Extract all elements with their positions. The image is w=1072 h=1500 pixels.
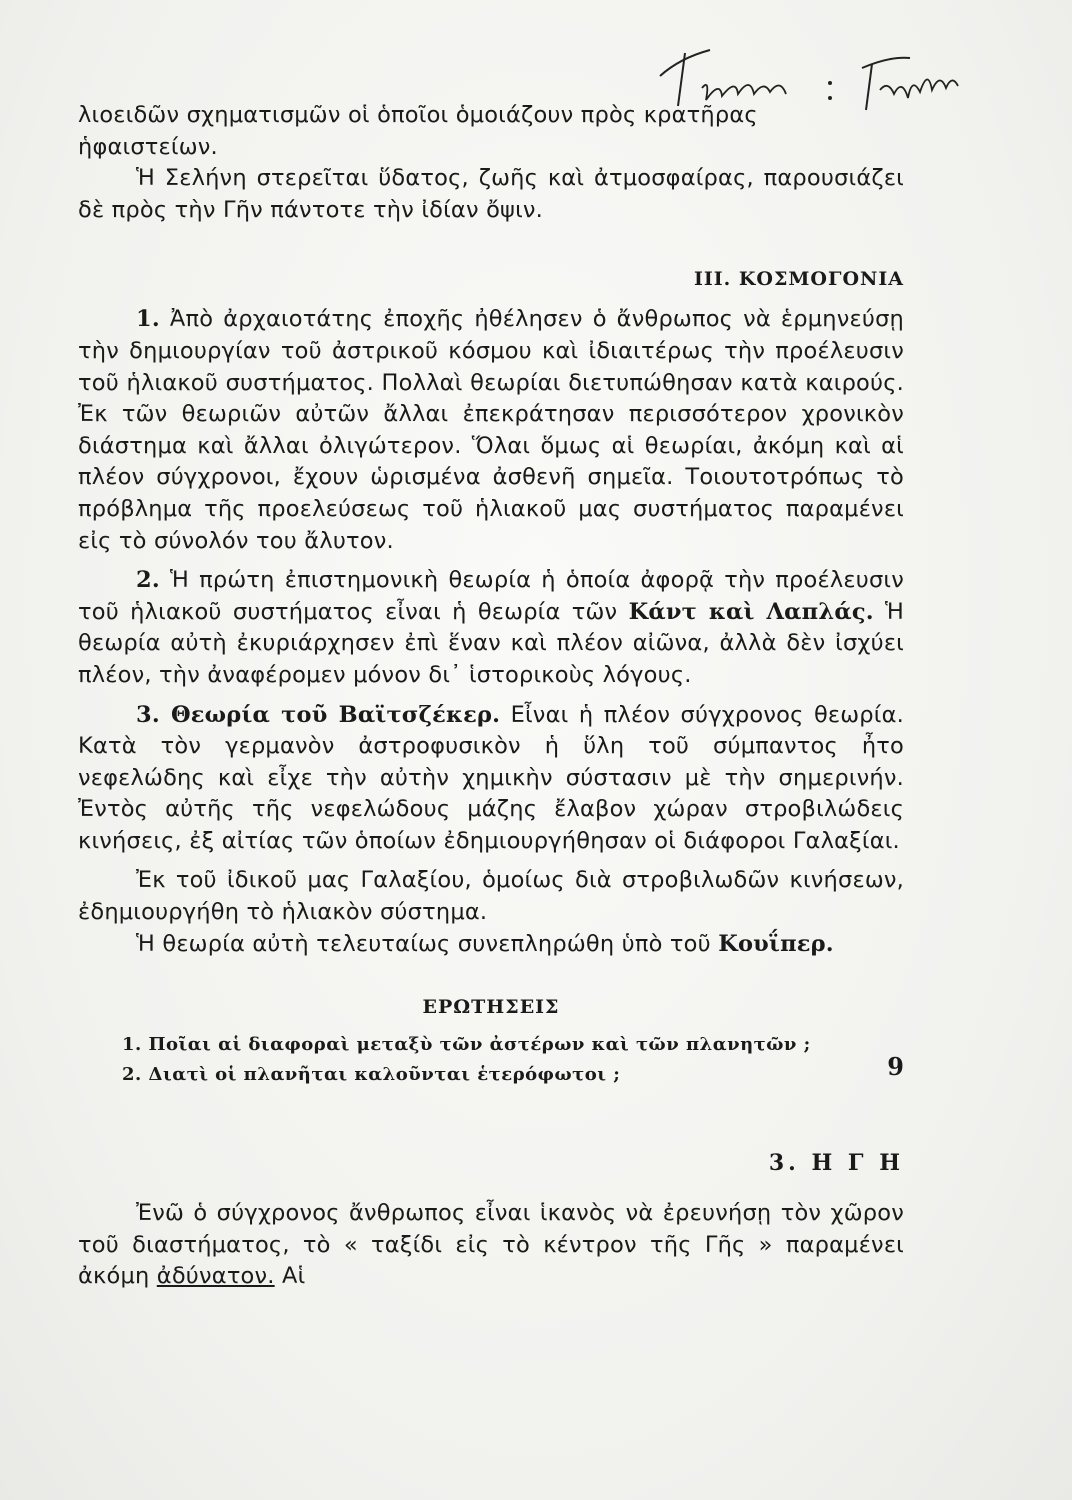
- page-content: [78, 100, 904, 1293]
- weizsacker-heading: 3. Θεωρία τοῦ Βαϊτσζέκερ.: [136, 701, 501, 728]
- chapter-title: 3. Η Γ Η: [768, 1150, 904, 1177]
- paragraph-1: [78, 304, 904, 557]
- intro-line-2: Ἡ Σελήνη στερεῖται ὕδατος, ζωῆς καὶ ἀτμοσφαίρας, παρουσιάζει δὲ πρὸς τὴν Γῆν πάντοτε τὴν ἰδίαν ὄψιν.: [78, 165, 904, 223]
- kuiper-name: Κουΐπερ.: [718, 930, 834, 957]
- intro-line-1: λιοειδῶν σχηματισμῶν οἱ ὁποῖοι ὁμοιάζουν πρὸς κρατῆρας ἡφαιστείων.: [78, 102, 758, 160]
- paragraph-1-text: Ἀπὸ ἀρχαιοτάτης ἐποχῆς ἠθέλησεν ὁ ἄνθρωπος νὰ ἑρμηνεύσῃ τὴν δημιουργίαν τοῦ ἀστρικοῦ κόσμου καὶ ἰδιαιτέρως τὴν προέλευσιν τοῦ ἡλιακοῦ συστήματος. Πολλαὶ θεωρίαι διετυπώθησαν κατὰ καιρούς. Ἐκ τῶν θεωριῶν αὐτῶν ἄλλαι ἐπεκράτησαν περισσότερον χρονικὸν διάστημα καὶ ἄλλαι ὀλιγώτερον. Ὅλαι ὅμως αἱ θεωρίαι, ἀκόμη καὶ αἱ πλέον σύγχρονοι, ἔχουν ὡρισμένα ἀσθενῆ σημεῖα. Τοιουτοτρόπως τὸ πρόβλημα τῆς προελεύσεως τοῦ ἡλιακοῦ μας συστήματος παραμένει εἰς τὸ σύνολόν του ἄλυτον.: [78, 306, 905, 554]
- page-number: 9: [887, 1052, 904, 1081]
- questions-title: ΕΡΩΤΗΣΕΙΣ: [422, 996, 560, 1019]
- kant-laplace-name: Κάντ καὶ Λαπλάς.: [628, 598, 874, 625]
- paragraph-2: [78, 565, 904, 691]
- question-item: 1. Ποῖαι αἱ διαφοραὶ μεταξὺ τῶν ἀστέρων καὶ τῶν πλανητῶν ;: [122, 1034, 811, 1056]
- paragraph-3-text: Εἶναι ἡ πλέον σύγχρονος θεωρία. Κατὰ τὸν γερμανὸν ἀστροφυσικὸν ἡ ὕλη τοῦ σύμπαντος ἦτο νεφελώδης καὶ εἶχε τὴν αὐτὴν χημικὴν σύστασιν μὲ τὴν σημερινήν. Ἐντὸς αὐτῆς τῆς νεφελώδους μάζης ἔλαβον χώραν στροβιλώδεις κινήσεις, ἐξ αἰτίας τῶν ὁποίων ἐδημιουργήθησαν οἱ διάφοροι Γαλαξίαι.: [78, 701, 904, 854]
- paragraph-2-text-a: Ἡ πρώτη ἐπιστημονικὴ θεωρία ἡ ὁποία ἀφορᾷ τὴν προέλευσιν τοῦ ἡλιακοῦ συστήματος εἶναι ἡ θεωρία τῶν: [78, 567, 905, 625]
- underlined-word: ἀδύνατον.: [156, 1263, 275, 1290]
- paragraph-1-number: 1.: [136, 306, 160, 333]
- chapter-paragraph: [78, 1198, 904, 1293]
- paragraph-3: [78, 700, 904, 858]
- paragraph-4: Ἐκ τοῦ ἰδικοῦ μας Γαλαξίου, ὁμοίως διὰ στροβιλωδῶν κινήσεων, ἐδημιουργήθη τὸ ἡλιακὸν σύστημα.: [78, 867, 904, 926]
- paragraph-5: [78, 929, 904, 961]
- paragraph-2-number: 2.: [136, 567, 160, 594]
- paragraph-5-text: Ἡ θεωρία αὐτὴ τελευταίως συνεπληρώθη ὑπὸ τοῦ: [136, 930, 711, 957]
- question-item: 2. Διατὶ οἱ πλανῆται καλοῦνται ἑτερόφωτοι ;: [122, 1064, 621, 1086]
- chapter-text-b: Αἱ: [282, 1263, 306, 1290]
- section-title: III. ΚΟΣΜΟΓΟΝΙΑ: [693, 268, 904, 291]
- chapter-text-a: Ἐνῶ ὁ σύγχρονος ἄνθρωπος εἶναι ἱκανὸς νὰ ἐρευνήσῃ τὸν χῶρον τοῦ διαστήματος, τὸ « ταξίδι εἰς τὸ κέντρον τῆς Γῆς » παραμένει ἀκόμη: [78, 1200, 904, 1290]
- questions-list: [78, 1030, 904, 1090]
- paragraph-2-text-b: Ἡ θεωρία αὐτὴ ἐκυριάρχησεν ἐπὶ ἕναν καὶ πλέον αἰῶνα, ἀλλὰ δὲν ἰσχύει πλέον, τὴν ἀναφέρομεν μόνον δι᾽ ἱστορικοὺς λόγους.: [78, 598, 905, 688]
